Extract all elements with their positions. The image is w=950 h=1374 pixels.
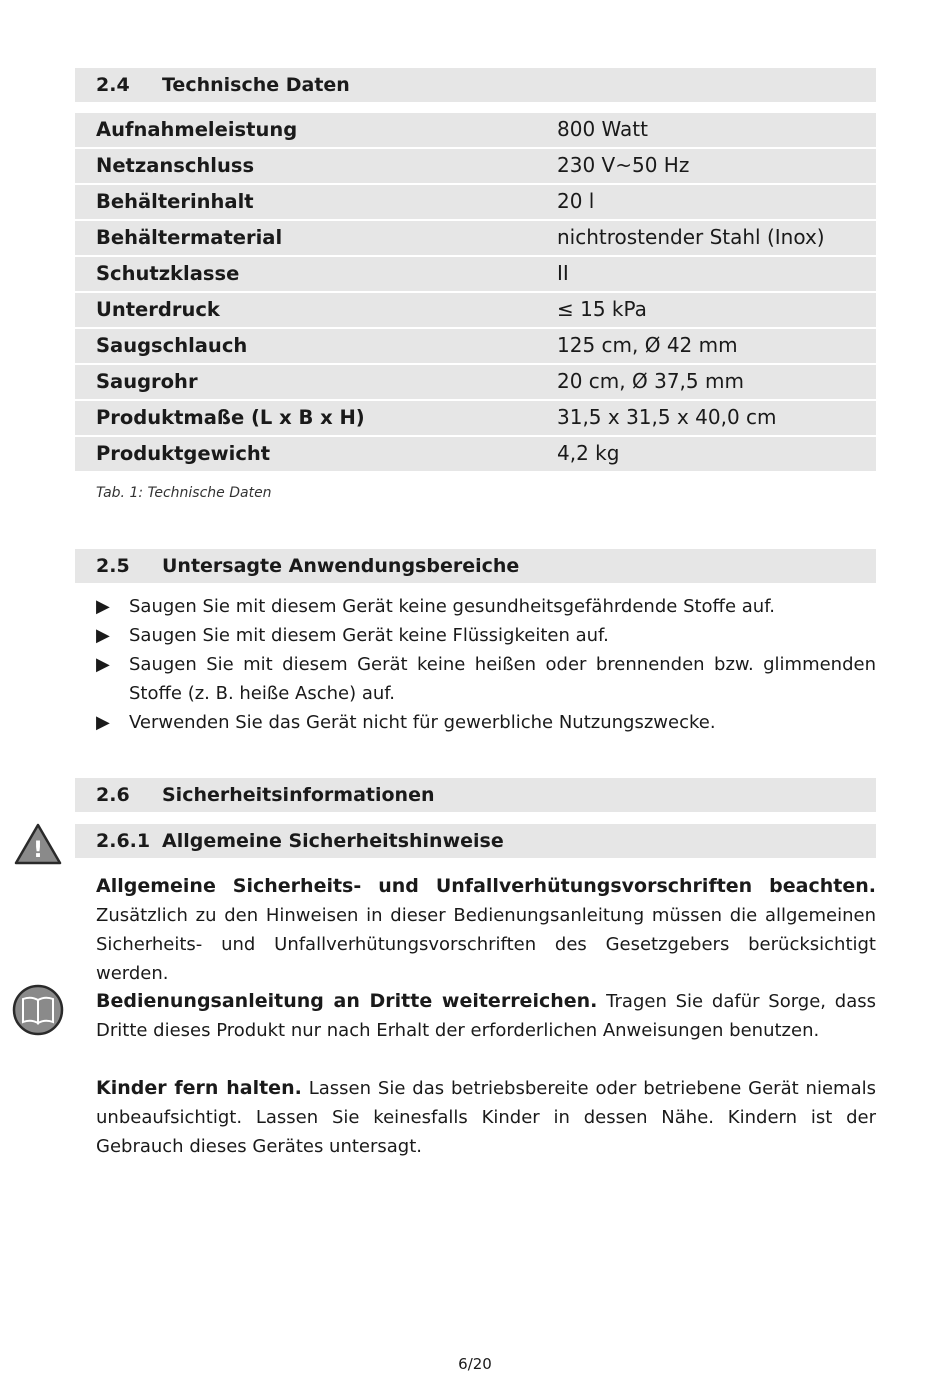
section-header-technische-daten (75, 68, 876, 102)
table-caption: Tab. 1: Technische Daten (96, 485, 272, 501)
spec-label: Behälterinhalt (96, 190, 254, 213)
section-number: 2.6 (96, 784, 130, 806)
section-header-allgemeine-sicherheitshinweise (75, 824, 876, 858)
list-item-text: Verwenden Sie das Gerät nicht für gewerbliche Nutzungszwecke. (129, 712, 716, 733)
paragraph-text: Tragen Sie dafür Sorge, dass Dritte dieses Produkt nur nach Erhalt der erforderlichen Anweisungen benutzen. (96, 991, 876, 1041)
table-row (75, 257, 876, 291)
list-item-text: Saugen Sie mit diesem Gerät keine Flüssigkeiten auf. (129, 625, 609, 646)
table-row (75, 437, 876, 471)
spec-value: 4,2 kg (557, 441, 620, 465)
section-title: Sicherheitsinformationen (162, 784, 435, 806)
section-header-untersagte-anwendungsbereiche (75, 549, 876, 583)
spec-label: Netzanschluss (96, 154, 255, 177)
table-row (75, 221, 876, 255)
spec-value: 20 l (557, 189, 595, 213)
spec-label: Schutzklasse (96, 262, 240, 285)
table-row (75, 185, 876, 219)
paragraph-text: Lassen Sie das betriebsbereite oder betriebene Gerät niemals unbeaufsichtigt. Lassen Sie keinesfalls Kinder in dessen Nähe. Kindern ist der Gebrauch dieses Gerätes untersagt. (96, 1078, 876, 1157)
spec-label: Behältermaterial (96, 226, 283, 249)
table-row (75, 329, 876, 363)
table-row (75, 293, 876, 327)
bullet-arrow-icon: ▶ (96, 712, 110, 733)
section-number: 2.5 (96, 555, 130, 577)
table-row (75, 149, 876, 183)
warning-mark: ! (32, 838, 44, 863)
section-number: 2.4 (96, 74, 130, 96)
spec-label: Produktgewicht (96, 442, 271, 465)
spec-label: Saugschlauch (96, 334, 248, 357)
safety-paragraph (96, 1074, 876, 1161)
spec-value: 125 cm, Ø 42 mm (557, 333, 738, 357)
paragraph-text: Zusätzlich zu den Hinweisen in dieser Bedienungsanleitung müssen die allgemeinen Sicherheits- und Unfallverhütungsvorschriften des Gesetzgebers berücksichtigt werden. (96, 905, 876, 984)
paragraph-lead: Allgemeine Sicherheits- und Unfallverhütungsvorschriften beachten. (96, 875, 876, 897)
read-manual-book-icon (12, 984, 64, 1036)
spec-label: Aufnahmeleistung (96, 118, 298, 141)
bullet-arrow-icon: ▶ (96, 596, 110, 617)
page-number: 6/20 (458, 1355, 492, 1373)
bullet-arrow-icon: ▶ (96, 625, 110, 646)
spec-value: 20 cm, Ø 37,5 mm (557, 369, 744, 393)
list-item (96, 592, 876, 621)
section-title: Allgemeine Sicherheitshinweise (162, 830, 504, 852)
spec-table (75, 113, 876, 473)
spec-value: 230 V~50 Hz (557, 153, 690, 177)
spec-value: II (557, 261, 569, 285)
section-number: 2.6.1 (96, 830, 151, 852)
safety-paragraph (96, 987, 876, 1045)
table-row (75, 365, 876, 399)
safety-paragraph (96, 872, 876, 988)
section-header-sicherheitsinformationen (75, 778, 876, 812)
table-row (75, 113, 876, 147)
bullet-arrow-icon: ▶ (96, 654, 110, 675)
warning-triangle-icon (13, 822, 63, 866)
paragraph-lead: Kinder fern halten. (96, 1077, 302, 1099)
section-title: Untersagte Anwendungsbereiche (162, 555, 520, 577)
list-item-text: Saugen Sie mit diesem Gerät keine heißen oder brennenden bzw. glimmenden Stoffe (z. B. heiße Asche) auf. (129, 654, 876, 704)
table-row (75, 401, 876, 435)
list-item-text: Saugen Sie mit diesem Gerät keine gesundheitsgefährdende Stoffe auf. (129, 596, 775, 617)
paragraph-lead: Bedienungsanleitung an Dritte weiterreichen. (96, 990, 598, 1012)
spec-value: 800 Watt (557, 117, 648, 141)
section-title: Technische Daten (162, 74, 350, 96)
spec-value: ≤ 15 kPa (557, 297, 647, 321)
spec-label: Saugrohr (96, 370, 198, 393)
list-item (96, 708, 876, 737)
list-item (96, 621, 876, 650)
list-item (96, 650, 876, 708)
prohibited-uses-list (96, 592, 876, 737)
spec-value: nichtrostender Stahl (Inox) (557, 225, 825, 249)
spec-value: 31,5 x 31,5 x 40,0 cm (557, 405, 777, 429)
spec-label: Produktmaße (L x B x H) (96, 406, 365, 429)
spec-label: Unterdruck (96, 298, 220, 321)
